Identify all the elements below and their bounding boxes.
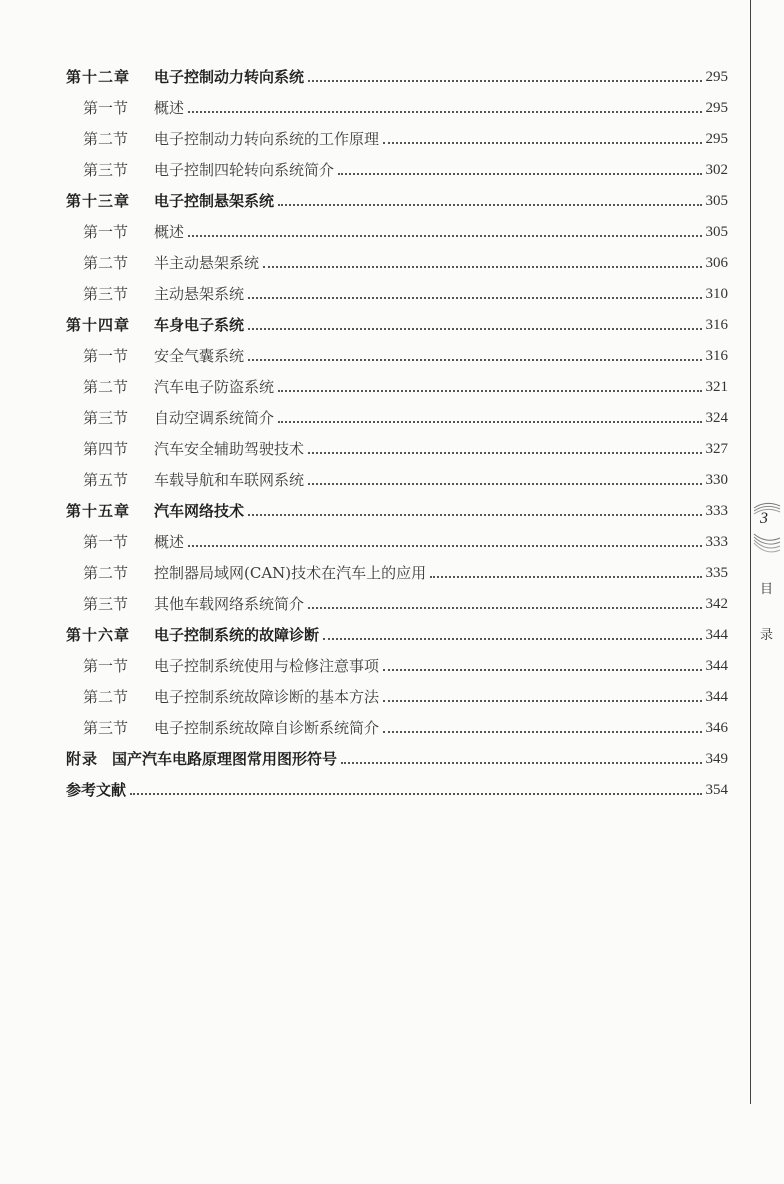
toc-page-number: 316 bbox=[705, 348, 728, 364]
toc-label: 第一节 bbox=[83, 99, 129, 117]
toc-entry-section bbox=[66, 124, 728, 155]
toc-label: 第十二章 bbox=[66, 68, 131, 86]
dot-leader bbox=[188, 235, 701, 237]
toc-title: 电子控制悬架系统 bbox=[154, 192, 275, 210]
toc-label: 第一节 bbox=[83, 223, 129, 241]
dot-leader bbox=[263, 266, 701, 268]
toc-entry-section bbox=[66, 341, 728, 372]
toc-entry-section bbox=[66, 527, 728, 558]
toc-label: 第三节 bbox=[83, 409, 129, 427]
dot-leader bbox=[323, 638, 701, 640]
dot-leader bbox=[308, 483, 701, 485]
toc-label: 附录 bbox=[66, 750, 99, 768]
toc-title: 其他车载网络系统简介 bbox=[154, 595, 305, 613]
toc-title: 控制器局域网(CAN)技术在汽车上的应用 bbox=[154, 564, 427, 582]
toc-label: 第二节 bbox=[83, 564, 129, 582]
toc-label: 第三节 bbox=[83, 719, 129, 737]
toc-entry-section bbox=[66, 217, 728, 248]
toc-title: 汽车电子防盗系统 bbox=[154, 378, 275, 396]
toc-title: 安全气囊系统 bbox=[154, 347, 245, 365]
toc-title: 汽车安全辅助驾驶技术 bbox=[154, 440, 305, 458]
dot-leader bbox=[308, 607, 701, 609]
toc-label: 第一节 bbox=[83, 347, 129, 365]
dot-leader bbox=[130, 793, 701, 795]
toc-title: 电子控制系统使用与检修注意事项 bbox=[154, 657, 380, 675]
margin-rule bbox=[750, 0, 751, 1104]
toc-title: 电子控制动力转向系统 bbox=[154, 68, 305, 86]
toc-page-number: 305 bbox=[705, 193, 728, 209]
toc-title: 概述 bbox=[154, 533, 185, 551]
toc-label: 第二节 bbox=[83, 254, 129, 272]
toc-page-number: 321 bbox=[705, 379, 728, 395]
toc-label: 第二节 bbox=[83, 688, 129, 706]
toc-entry-section bbox=[66, 248, 728, 279]
toc-page-number: 302 bbox=[705, 162, 728, 178]
toc-page-number: 354 bbox=[705, 782, 728, 798]
side-label-lu: 录 bbox=[760, 628, 774, 643]
toc-entry-section bbox=[66, 434, 728, 465]
dot-leader bbox=[248, 297, 701, 299]
toc-entry-section bbox=[66, 682, 728, 713]
toc-entry-section bbox=[66, 403, 728, 434]
dot-leader bbox=[338, 173, 701, 175]
dot-leader bbox=[248, 359, 701, 361]
toc-entry-references bbox=[66, 775, 728, 806]
toc-entry-chapter-13 bbox=[66, 186, 728, 217]
page-ornament-icon bbox=[752, 498, 782, 558]
toc-page-number: 327 bbox=[705, 441, 728, 457]
dot-leader bbox=[278, 421, 701, 423]
dot-leader bbox=[383, 669, 701, 671]
toc-label: 第四节 bbox=[83, 440, 129, 458]
toc-page-number: 305 bbox=[705, 224, 728, 240]
toc-entry-section bbox=[66, 465, 728, 496]
dot-leader bbox=[383, 700, 701, 702]
toc-entry-section bbox=[66, 651, 728, 682]
dot-leader bbox=[383, 731, 701, 733]
toc-title: 电子控制四轮转向系统简介 bbox=[154, 161, 335, 179]
dot-leader bbox=[308, 452, 701, 454]
toc-title: 电子控制系统故障诊断的基本方法 bbox=[154, 688, 380, 706]
toc-title: 概述 bbox=[154, 99, 185, 117]
dot-leader bbox=[278, 390, 701, 392]
toc-page-number: 295 bbox=[705, 69, 728, 85]
toc-label: 第三节 bbox=[83, 285, 129, 303]
toc-entry-section bbox=[66, 558, 728, 589]
toc-page-number: 344 bbox=[705, 658, 728, 674]
toc-label: 第二节 bbox=[83, 378, 129, 396]
toc-page-number: 344 bbox=[705, 689, 728, 705]
page-number: 3 bbox=[760, 510, 768, 527]
dot-leader bbox=[188, 545, 701, 547]
toc-entry-section bbox=[66, 93, 728, 124]
toc-label: 第一节 bbox=[83, 657, 129, 675]
toc-title: 参考文献 bbox=[66, 781, 127, 799]
dot-leader bbox=[278, 204, 701, 206]
toc-entry-section bbox=[66, 372, 728, 403]
toc-page-number: 333 bbox=[705, 534, 728, 550]
toc-entry-chapter-14 bbox=[66, 310, 728, 341]
dot-leader bbox=[188, 111, 701, 113]
toc-label: 第五节 bbox=[83, 471, 129, 489]
toc-title: 汽车网络技术 bbox=[154, 502, 245, 520]
toc-entry-chapter-15 bbox=[66, 496, 728, 527]
toc-title: 电子控制系统故障自诊断系统简介 bbox=[154, 719, 380, 737]
toc-label: 第十五章 bbox=[66, 502, 131, 520]
side-label-mu: 目 bbox=[760, 582, 774, 597]
toc-entry-section bbox=[66, 713, 728, 744]
dot-leader bbox=[383, 142, 701, 144]
dot-leader bbox=[341, 762, 701, 764]
dot-leader bbox=[248, 514, 701, 516]
toc-page-number: 342 bbox=[705, 596, 728, 612]
toc-title: 概述 bbox=[154, 223, 185, 241]
toc-label: 第十四章 bbox=[66, 316, 131, 334]
toc-title: 主动悬架系统 bbox=[154, 285, 245, 303]
toc-page-number: 346 bbox=[705, 720, 728, 736]
toc-title: 自动空调系统简介 bbox=[154, 409, 275, 427]
dot-leader bbox=[430, 576, 701, 578]
toc-entry-section bbox=[66, 589, 728, 620]
toc-page-number: 316 bbox=[705, 317, 728, 333]
toc-label: 第三节 bbox=[83, 595, 129, 613]
toc-page-number: 349 bbox=[705, 751, 728, 767]
dot-leader bbox=[308, 80, 701, 82]
toc-page-number: 295 bbox=[705, 131, 728, 147]
toc-page-number: 324 bbox=[705, 410, 728, 426]
toc-page-number: 335 bbox=[705, 565, 728, 581]
dot-leader bbox=[248, 328, 701, 330]
toc-page-number: 344 bbox=[705, 627, 728, 643]
toc-entry-appendix bbox=[66, 744, 728, 775]
toc-label: 第三节 bbox=[83, 161, 129, 179]
toc-label: 第十三章 bbox=[66, 192, 131, 210]
toc-title: 半主动悬架系统 bbox=[154, 254, 260, 272]
toc-entry-section bbox=[66, 155, 728, 186]
toc-entry-chapter-12 bbox=[66, 62, 728, 93]
table-of-contents bbox=[66, 62, 728, 806]
toc-page-number: 306 bbox=[705, 255, 728, 271]
toc-title: 国产汽车电路原理图常用图形符号 bbox=[112, 750, 338, 768]
toc-page-number: 330 bbox=[705, 472, 728, 488]
toc-label: 第一节 bbox=[83, 533, 129, 551]
toc-title: 电子控制动力转向系统的工作原理 bbox=[154, 130, 380, 148]
toc-entry-section bbox=[66, 279, 728, 310]
toc-title: 车身电子系统 bbox=[154, 316, 245, 334]
toc-label: 第二节 bbox=[83, 130, 129, 148]
toc-title: 车载导航和车联网系统 bbox=[154, 471, 305, 489]
toc-entry-chapter-16 bbox=[66, 620, 728, 651]
toc-label: 第十六章 bbox=[66, 626, 131, 644]
toc-page-number: 310 bbox=[705, 286, 728, 302]
toc-page-number: 295 bbox=[705, 100, 728, 116]
toc-title: 电子控制系统的故障诊断 bbox=[154, 626, 320, 644]
toc-page-number: 333 bbox=[705, 503, 728, 519]
